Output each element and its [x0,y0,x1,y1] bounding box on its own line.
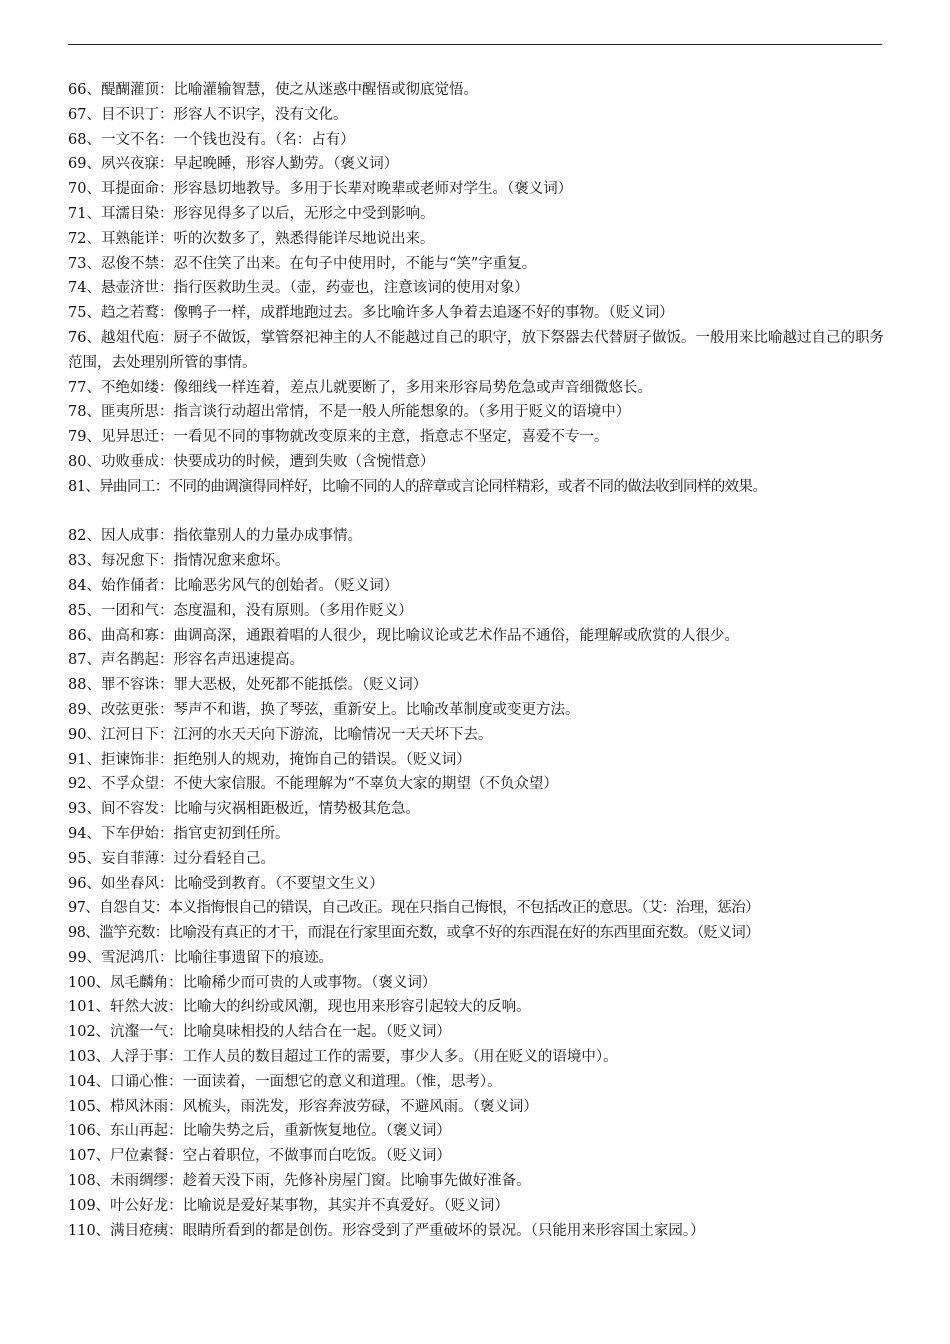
idiom-list [68,78,886,1243]
list-item: 110、满目疮痍：眼睛所看到的都是创伤。形容受到了严重破坏的景况。（只能用来形容国土家园。） [68,1222,705,1239]
list-item: 73、忍俊不禁：忍不住笑了出来。在句子中使用时，不能与“笑”字重复。 [68,255,537,272]
list-item: 102、沆瀣一气：比喻臭味相投的人结合在一起。（贬义词） [68,1024,451,1041]
list-item: 71、耳濡目染：形容见得多了以后，无形之中受到影响。 [68,205,435,222]
list-item: 84、始作俑者：比喻恶劣风气的创始者。（贬义词） [68,577,399,594]
list-item: 80、功败垂成：快要成功的时候，遭到失败（含惋惜意） [68,453,435,470]
list-item: 69、夙兴夜寐：早起晚睡，形容人勤劳。（褒义词） [68,156,399,173]
list-item: 82、因人成事：指依靠别人的力量办成事情。 [68,528,362,545]
list-item: 108、未雨绸缪：趁着天没下雨，先修补房屋门窗。比喻事先做好准备。 [68,1173,531,1190]
header-rule [68,44,882,45]
list-item: 86、曲高和寡：曲调高深，通跟着唱的人很少，现比喻议论或艺术作品不通俗，能理解或欣赏的人很少。 [68,627,739,644]
list-item: 100、凤毛麟角：比喻稀少而可贵的人或事物。（褒义词） [68,974,437,991]
list-item: 97、自怨自艾：本义指悔恨自己的错误，自己改正。现在只指自己悔恨，不包括改正的意思。（艾：治理，惩治） [68,900,760,917]
list-item: 93、间不容发：比喻与灾祸相距极近，情势极其危急。 [68,801,420,818]
list-item: 85、一团和气：态度温和，没有原则。（多用作贬义） [68,602,413,619]
list-item: 66、醍醐灌顶：比喻灌输智慧，使之从迷惑中醒悟或彻底觉悟。 [68,82,478,98]
list-item: 70、耳提面命：形容恳切地教导。多用于长辈对晚辈或老师对学生。（褒义词） [68,181,573,198]
list-item: 77、不绝如缕：像细线一样连着，差点儿就要断了，多用来形容局势危急或声音细微悠长。 [68,379,652,396]
section-gap [68,500,886,525]
list-item: 92、不孚众望：不使大家信服。不能理解为“不辜负大家的期望（不负众望） [68,776,558,793]
list-item: 91、拒谏饰非：拒绝别人的规劝，掩饰自己的错误。（贬义词） [68,751,471,768]
list-item: 107、尸位素餐：空占着职位，不做事而白吃饭。（贬义词） [68,1148,451,1165]
list-item: 81、异曲同工：不同的曲调演得同样好，比喻不同的人的辞章或言论同样精彩，或者不同的做法收到同样的效果。 [68,478,767,495]
list-item: 87、声名鹊起：形容名声迅速提高。 [68,652,304,669]
list-item: 76、越俎代庖：厨子不做饭，掌管祭祀神主的人不能越过自己的职守，放下祭器去代替厨子做饭。一般用来比喻越过自己的职务范围，去处理别所管的事情。 [68,329,884,371]
list-item: 105、栉风沐雨：风梳头，雨洗发，形容奔波劳碌，不避风雨。（褒义词） [68,1098,538,1115]
list-item: 98、滥竽充数：比喻没有真正的才干，而混在行家里面充数，或拿不好的东西混在好的东西里面充数。（贬义词） [68,925,760,942]
list-item: 106、东山再起：比喻失势之后，重新恢复地位。（褒义词） [68,1123,451,1140]
list-item: 109、叶公好龙：比喻说是爱好某事物，其实并不真爱好。（贬义词） [68,1197,509,1214]
list-item: 103、人浮于事：工作人员的数目超过工作的需要，事少人多。（用在贬义的语境中）。 [68,1049,618,1066]
list-item: 89、改弦更张：琴声不和谐，换了琴弦，重新安上。比喻改革制度或变更方法。 [68,701,580,718]
list-item: 68、一文不名：一个钱也没有。（名：占有） [68,131,355,148]
list-item: 101、轩然大波：比喻大的纠纷或风潮，现也用来形容引起较大的反响。 [68,999,531,1016]
list-item: 74、悬壶济世：指行医救助生灵。（壶，药壶也，注意该词的使用对象） [68,280,529,297]
list-item: 96、如坐春风：比喻受到教育。（不要望文生义） [68,875,384,892]
list-item: 99、雪泥鸿爪：比喻往事遗留下的痕迹。 [68,949,333,966]
list-item: 95、妄自菲薄：过分看轻自己。 [68,850,275,867]
list-item: 67、目不识丁：形容人不识字，没有文化。 [68,106,348,123]
list-item: 72、耳熟能详：听的次数多了，熟悉得能详尽地说出来。 [68,230,435,247]
list-item: 88、罪不容诛：罪大恶极，处死都不能抵偿。（贬义词） [68,677,428,694]
list-item: 94、下车伊始：指官吏初到任所。 [68,825,290,842]
list-item: 90、江河日下：江河的水天天向下游流，比喻情况一天天坏下去。 [68,726,493,743]
list-item: 83、每况愈下：指情况愈来愈坏。 [68,553,290,570]
list-item: 104、口诵心惟：一面读着，一面想它的意义和道理。（惟，思考）。 [68,1073,502,1090]
list-item: 79、见异思迁：一看见不同的事物就改变原来的主意，指意志不坚定，喜爱不专一。 [68,429,609,446]
list-item: 78、匪夷所思：指言谈行动超出常情，不是一般人所能想象的。（多用于贬义的语境中） [68,404,631,421]
list-item: 75、趋之若鹜：像鸭子一样，成群地跑过去。多比喻许多人争着去追逐不好的事物。（贬义词） [68,305,674,322]
